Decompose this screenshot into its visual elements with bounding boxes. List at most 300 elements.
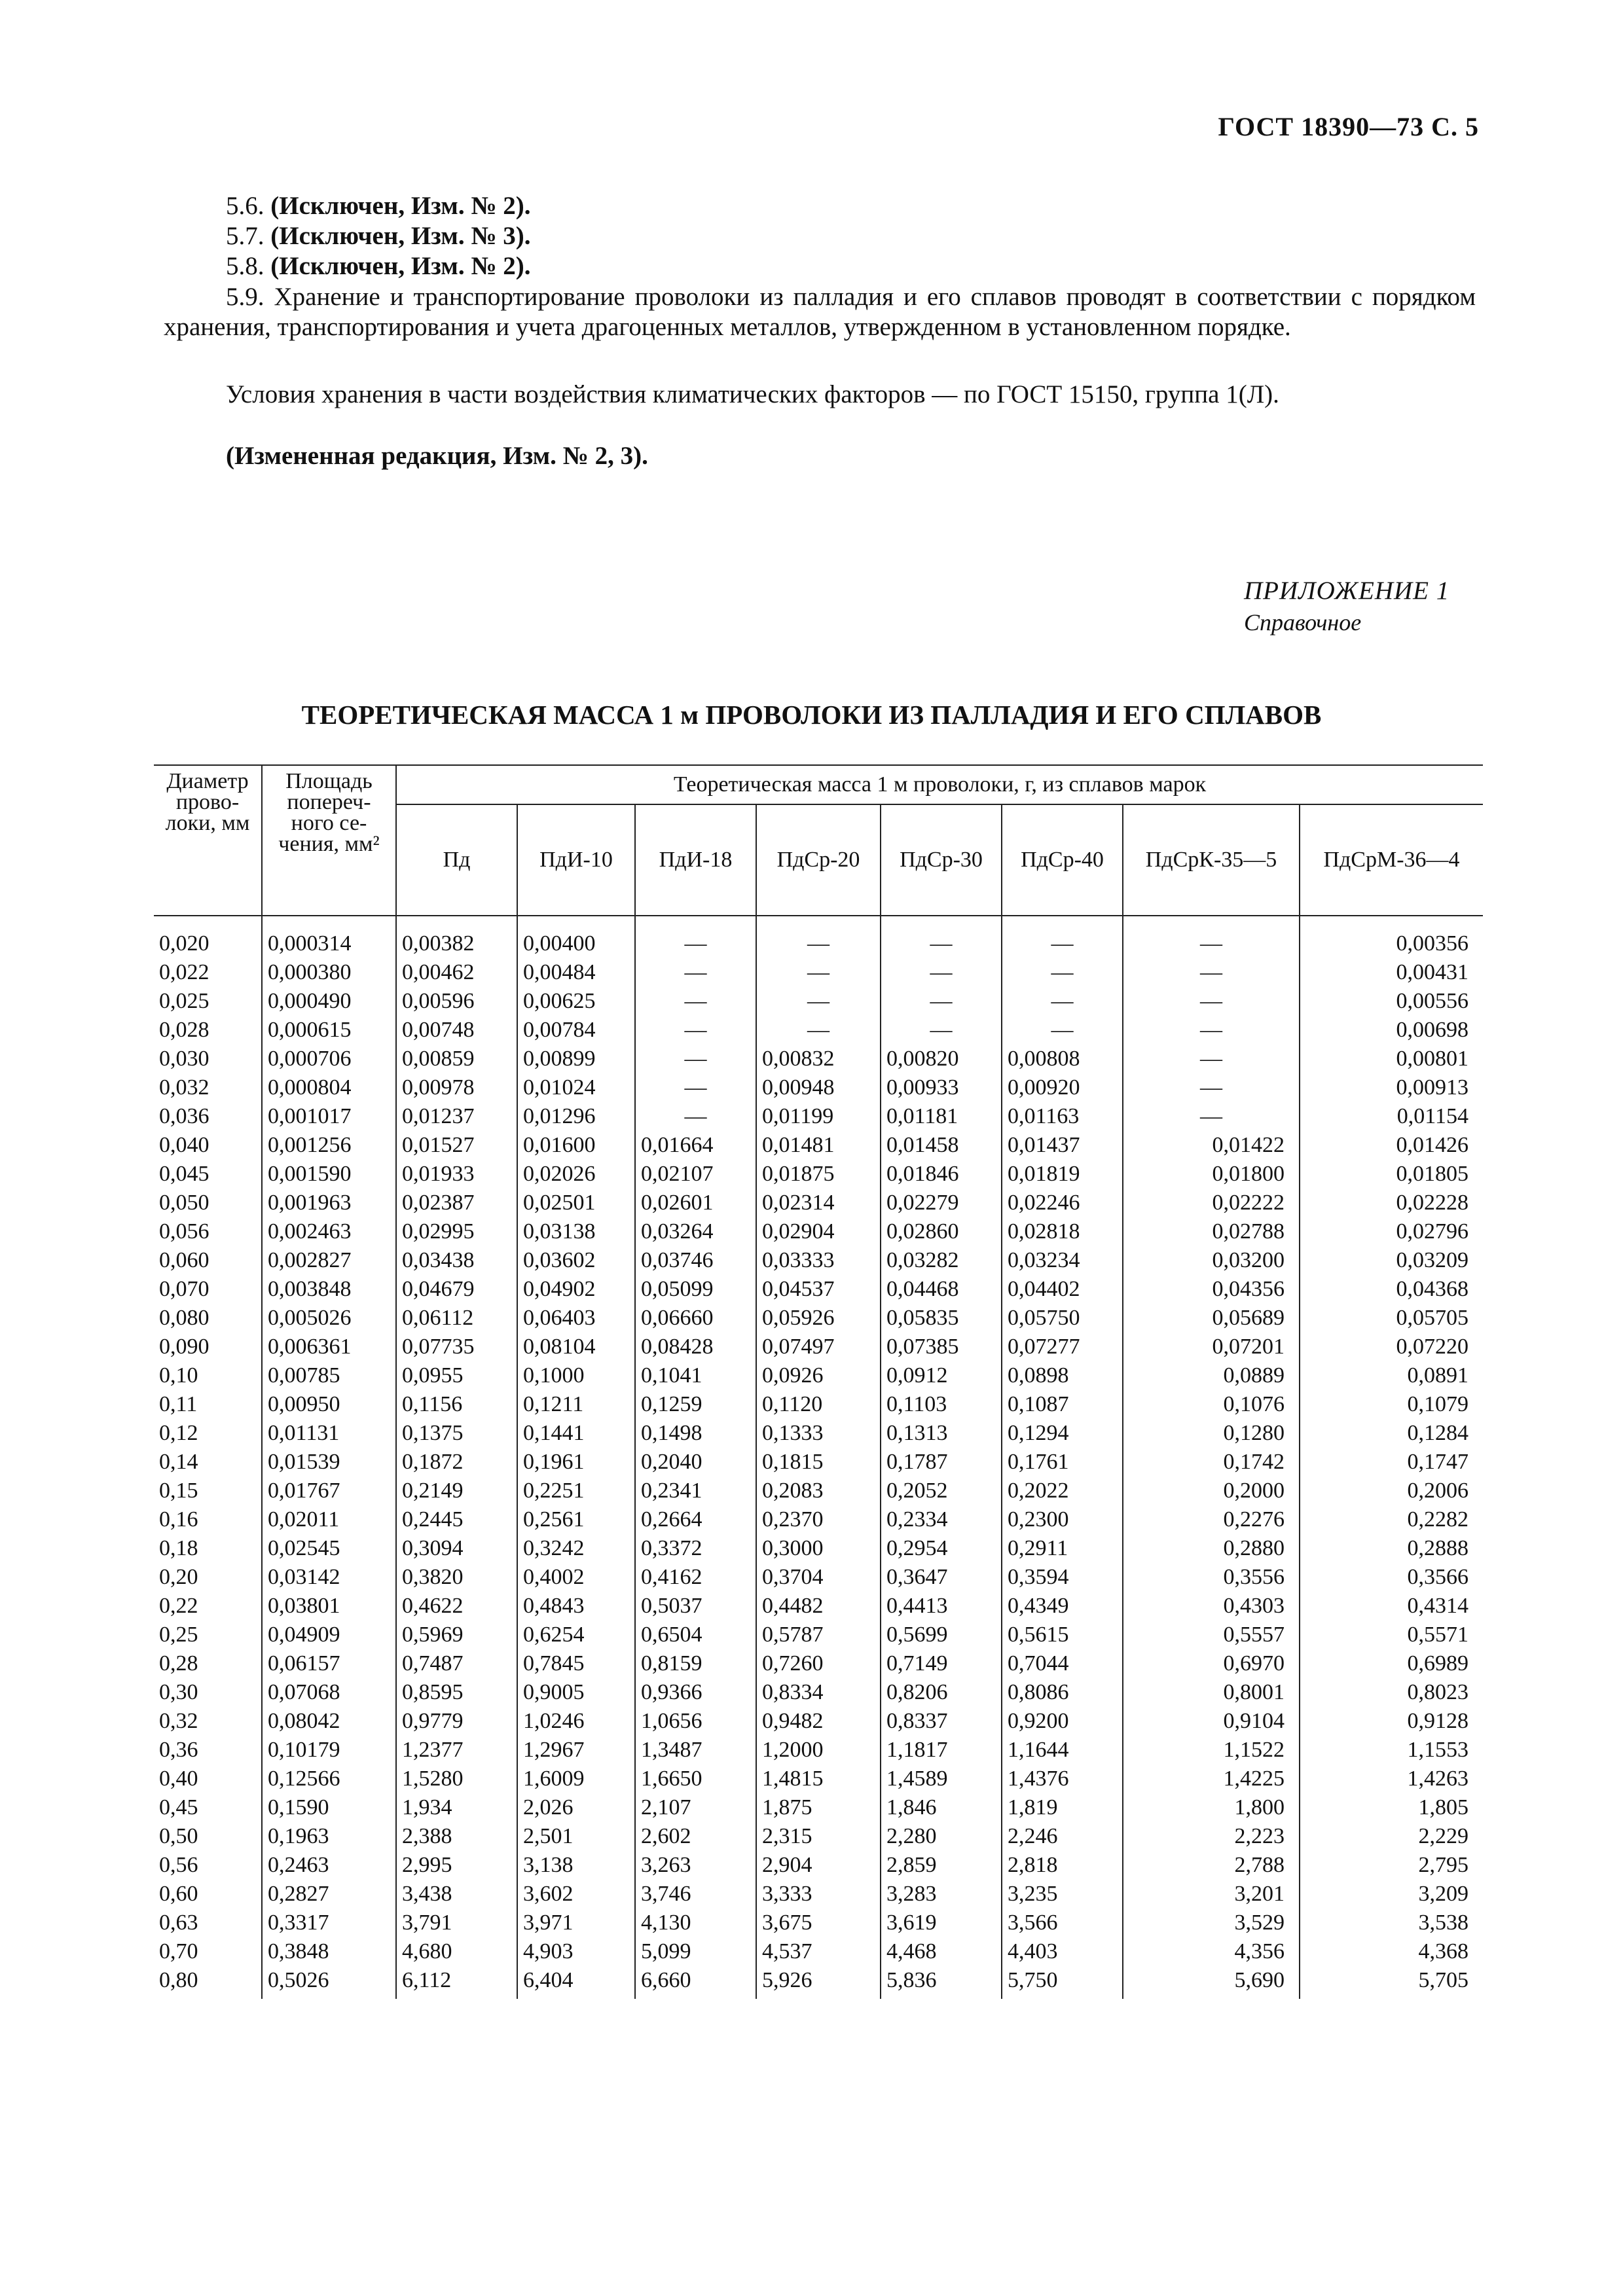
cell-diameter: 0,63 [154, 1909, 262, 1937]
cell-mass: — [881, 958, 1002, 987]
cell-mass: 4,903 [517, 1937, 635, 1966]
cell-mass: 0,00978 [396, 1073, 517, 1102]
cell-area: 0,07068 [262, 1678, 396, 1707]
table-row [154, 1966, 1483, 1999]
table-row [154, 1707, 1483, 1736]
cell-mass: 0,01800 [1123, 1160, 1300, 1189]
cell-mass: 0,1961 [517, 1448, 635, 1477]
cell-mass: — [756, 958, 881, 987]
cell-mass: 2,280 [881, 1822, 1002, 1851]
cell-mass: — [756, 916, 881, 958]
table-head [154, 765, 1483, 916]
table-row [154, 1390, 1483, 1419]
cell-mass: — [1123, 987, 1300, 1016]
cell-mass: 0,02501 [517, 1189, 635, 1217]
cell-mass: 0,01181 [881, 1102, 1002, 1131]
cell-diameter: 0,030 [154, 1045, 262, 1073]
cell-mass: 0,1872 [396, 1448, 517, 1477]
cell-mass: 0,4349 [1002, 1592, 1123, 1621]
cell-mass: 0,0898 [1002, 1361, 1123, 1390]
cell-mass: — [1123, 1102, 1300, 1131]
cell-mass: 0,07201 [1123, 1333, 1300, 1361]
cell-mass: 1,1553 [1300, 1736, 1483, 1765]
cell-mass: 0,9366 [635, 1678, 756, 1707]
cell-mass: 4,680 [396, 1937, 517, 1966]
cell-diameter: 0,40 [154, 1765, 262, 1793]
cell-mass: 6,404 [517, 1966, 635, 1999]
cell-mass: 0,02601 [635, 1189, 756, 1217]
cell-mass: 0,3094 [396, 1534, 517, 1563]
cell-area: 0,06157 [262, 1649, 396, 1678]
cell-mass: 1,846 [881, 1793, 1002, 1822]
cell-mass: 0,1076 [1123, 1390, 1300, 1419]
cell-mass: 0,2052 [881, 1477, 1002, 1505]
cell-mass: 0,05835 [881, 1304, 1002, 1333]
cell-diameter: 0,80 [154, 1966, 262, 1999]
cell-mass: 1,5280 [396, 1765, 517, 1793]
cell-mass: 0,0889 [1123, 1361, 1300, 1390]
cell-area: 0,02011 [262, 1505, 396, 1534]
cell-mass: — [635, 987, 756, 1016]
cell-mass: 0,8023 [1300, 1678, 1483, 1707]
cell-mass: 0,00382 [396, 916, 517, 958]
cell-mass: 0,01437 [1002, 1131, 1123, 1160]
cell-mass: 0,1815 [756, 1448, 881, 1477]
header-alloy: Пд [396, 804, 517, 916]
header-diameter: Диаметр прово-локи, мм [154, 765, 262, 916]
cell-area: 0,001256 [262, 1131, 396, 1160]
cell-mass: 0,1156 [396, 1390, 517, 1419]
cell-mass: 0,01846 [881, 1160, 1002, 1189]
cell-diameter: 0,50 [154, 1822, 262, 1851]
cell-mass: 0,07497 [756, 1333, 881, 1361]
cell-mass: 3,235 [1002, 1880, 1123, 1909]
cell-mass: 0,5787 [756, 1621, 881, 1649]
cell-mass: — [1123, 1016, 1300, 1045]
cell-mass: 0,02107 [635, 1160, 756, 1189]
cell-mass: 0,8001 [1123, 1678, 1300, 1707]
cell-mass: 2,795 [1300, 1851, 1483, 1880]
cell-mass: 3,971 [517, 1909, 635, 1937]
cell-mass: 3,746 [635, 1880, 756, 1909]
table-row [154, 1736, 1483, 1765]
cell-area: 0,003848 [262, 1275, 396, 1304]
table-row [154, 1937, 1483, 1966]
cell-mass: 1,4263 [1300, 1765, 1483, 1793]
cell-mass: 2,229 [1300, 1822, 1483, 1851]
cell-mass: 0,4843 [517, 1592, 635, 1621]
cell-mass: 0,00784 [517, 1016, 635, 1045]
cell-mass: 6,660 [635, 1966, 756, 1999]
storage-conditions: Условия хранения в части воздействия климатических факторов — по ГОСТ 15150, группа 1(Л). [226, 380, 1279, 408]
cell-mass: 0,06403 [517, 1304, 635, 1333]
cell-mass: 0,3242 [517, 1534, 635, 1563]
table-row [154, 1909, 1483, 1937]
cell-mass: 0,02222 [1123, 1189, 1300, 1217]
cell-mass: 1,875 [756, 1793, 881, 1822]
header-alloy: ПдСр-30 [881, 804, 1002, 916]
cell-mass: 0,04902 [517, 1275, 635, 1304]
cell-mass: 2,223 [1123, 1822, 1300, 1851]
cell-mass: 0,00356 [1300, 916, 1483, 958]
cell-mass: 0,00748 [396, 1016, 517, 1045]
cell-mass: 0,05705 [1300, 1304, 1483, 1333]
cell-mass: 0,02860 [881, 1217, 1002, 1246]
cell-mass: 0,01600 [517, 1131, 635, 1160]
cell-mass: 3,209 [1300, 1880, 1483, 1909]
table-row [154, 1045, 1483, 1073]
cell-mass: 0,01664 [635, 1131, 756, 1160]
cell-area: 0,12566 [262, 1765, 396, 1793]
cell-mass: 0,2083 [756, 1477, 881, 1505]
cell-mass: 0,03138 [517, 1217, 635, 1246]
cell-mass: 0,1787 [881, 1448, 1002, 1477]
cell-mass: 1,0656 [635, 1707, 756, 1736]
cell-mass: 0,01163 [1002, 1102, 1123, 1131]
cell-mass: 0,7260 [756, 1649, 881, 1678]
cell-mass: 1,1817 [881, 1736, 1002, 1765]
cell-mass: 0,1284 [1300, 1419, 1483, 1448]
cell-diameter: 0,070 [154, 1275, 262, 1304]
cell-mass: 0,07385 [881, 1333, 1002, 1361]
cell-diameter: 0,028 [154, 1016, 262, 1045]
cell-mass: — [635, 958, 756, 987]
cell-mass: 0,6970 [1123, 1649, 1300, 1678]
mass-table [154, 764, 1483, 1999]
cell-area: 0,000615 [262, 1016, 396, 1045]
cell-mass: 0,05099 [635, 1275, 756, 1304]
cell-diameter: 0,056 [154, 1217, 262, 1246]
table-row [154, 1563, 1483, 1592]
cell-mass: 2,859 [881, 1851, 1002, 1880]
cell-mass: 0,03200 [1123, 1246, 1300, 1275]
cell-mass: 2,818 [1002, 1851, 1123, 1880]
cell-mass: 0,4482 [756, 1592, 881, 1621]
cell-mass: 1,934 [396, 1793, 517, 1822]
cell-mass: 0,3372 [635, 1534, 756, 1563]
cell-mass: 0,00832 [756, 1045, 881, 1073]
cell-diameter: 0,14 [154, 1448, 262, 1477]
cell-mass: 0,00596 [396, 987, 517, 1016]
cell-mass: 0,02246 [1002, 1189, 1123, 1217]
table-row [154, 1793, 1483, 1822]
cell-mass: 5,099 [635, 1937, 756, 1966]
cell-area: 0,3317 [262, 1909, 396, 1937]
cell-mass: 0,1280 [1123, 1419, 1300, 1448]
cell-diameter: 0,22 [154, 1592, 262, 1621]
cell-mass: 0,9200 [1002, 1707, 1123, 1736]
cell-area: 0,03801 [262, 1592, 396, 1621]
cell-mass: 0,00462 [396, 958, 517, 987]
clause-5-9: 5.9. Хранение и транспортирование проволоки из палладия и его сплавов проводят в соответствии с порядком хранения, транспортирования и учета драгоценных металлов, утвержденном в установленном порядке. [164, 283, 1476, 341]
cell-mass: 0,07220 [1300, 1333, 1483, 1361]
cell-mass: 0,2282 [1300, 1505, 1483, 1534]
cell-mass: — [881, 916, 1002, 958]
cell-area: 0,1590 [262, 1793, 396, 1822]
cell-mass: 0,2000 [1123, 1477, 1300, 1505]
cell-area: 0,000380 [262, 958, 396, 987]
cell-mass: 0,01527 [396, 1131, 517, 1160]
cell-mass: 0,7149 [881, 1649, 1002, 1678]
cell-mass: 0,01296 [517, 1102, 635, 1131]
cell-diameter: 0,25 [154, 1621, 262, 1649]
cell-area: 0,01131 [262, 1419, 396, 1448]
cell-diameter: 0,36 [154, 1736, 262, 1765]
cell-mass: 0,6989 [1300, 1649, 1483, 1678]
cell-area: 0,02545 [262, 1534, 396, 1563]
clause-5-8-num: 5.8. [226, 252, 264, 280]
appendix-title: ПРИЛОЖЕНИЕ 1 [1244, 577, 1450, 605]
cell-mass: 0,03438 [396, 1246, 517, 1275]
cell-diameter: 0,16 [154, 1505, 262, 1534]
cell-diameter: 0,28 [154, 1649, 262, 1678]
cell-mass: 0,00484 [517, 958, 635, 987]
cell-mass: 0,3000 [756, 1534, 881, 1563]
clause-5-6-num: 5.6. [226, 192, 264, 220]
cell-mass: 0,00431 [1300, 958, 1483, 987]
cell-mass: 0,4162 [635, 1563, 756, 1592]
table-row [154, 1649, 1483, 1678]
cell-mass: 0,06660 [635, 1304, 756, 1333]
cell-mass: 4,537 [756, 1937, 881, 1966]
cell-mass: 0,3704 [756, 1563, 881, 1592]
cell-mass: 0,1079 [1300, 1390, 1483, 1419]
cell-mass: 0,02228 [1300, 1189, 1483, 1217]
cell-mass: 0,2341 [635, 1477, 756, 1505]
cell-mass: 1,6650 [635, 1765, 756, 1793]
table-row [154, 1851, 1483, 1880]
cell-diameter: 0,10 [154, 1361, 262, 1390]
cell-mass: 0,2149 [396, 1477, 517, 1505]
cell-mass: 3,333 [756, 1880, 881, 1909]
cell-area: 0,5026 [262, 1966, 396, 1999]
cell-mass: — [1123, 1073, 1300, 1102]
cell-mass: 2,107 [635, 1793, 756, 1822]
cell-mass: 0,01024 [517, 1073, 635, 1102]
cell-mass: 1,2967 [517, 1736, 635, 1765]
cell-mass: 0,5557 [1123, 1621, 1300, 1649]
table-row [154, 1765, 1483, 1793]
cell-mass: 0,1498 [635, 1419, 756, 1448]
cell-mass: 0,1103 [881, 1390, 1002, 1419]
cell-mass: 0,04402 [1002, 1275, 1123, 1304]
cell-mass: 0,1259 [635, 1390, 756, 1419]
table-row [154, 958, 1483, 987]
cell-mass: 0,2880 [1123, 1534, 1300, 1563]
cell-area: 0,001590 [262, 1160, 396, 1189]
cell-area: 0,00950 [262, 1390, 396, 1419]
cell-mass: 0,03333 [756, 1246, 881, 1275]
cell-diameter: 0,090 [154, 1333, 262, 1361]
cell-mass: 0,06112 [396, 1304, 517, 1333]
cell-mass: 3,263 [635, 1851, 756, 1880]
cell-mass: 0,05750 [1002, 1304, 1123, 1333]
cell-mass: 0,7487 [396, 1649, 517, 1678]
cell-mass: 1,6009 [517, 1765, 635, 1793]
cell-mass: 0,7845 [517, 1649, 635, 1678]
cell-mass: 0,01426 [1300, 1131, 1483, 1160]
cell-mass: 0,2006 [1300, 1477, 1483, 1505]
cell-mass: 0,4314 [1300, 1592, 1483, 1621]
table-row [154, 1073, 1483, 1102]
cell-area: 0,01767 [262, 1477, 396, 1505]
cell-mass: 0,1313 [881, 1419, 1002, 1448]
cell-mass: 0,3556 [1123, 1563, 1300, 1592]
table-body [154, 916, 1483, 1999]
cell-mass: 0,00820 [881, 1045, 1002, 1073]
cell-mass: 0,2300 [1002, 1505, 1123, 1534]
cell-diameter: 0,080 [154, 1304, 262, 1333]
cell-mass: 1,1522 [1123, 1736, 1300, 1765]
table-row [154, 1016, 1483, 1045]
cell-mass: — [756, 987, 881, 1016]
cell-mass: 0,01458 [881, 1131, 1002, 1160]
cell-mass: 0,1211 [517, 1390, 635, 1419]
cell-mass: 0,8337 [881, 1707, 1002, 1736]
cell-mass: — [1123, 1045, 1300, 1073]
clause-5-7 [226, 221, 531, 251]
cell-mass: 1,4225 [1123, 1765, 1300, 1793]
cell-mass: 0,03746 [635, 1246, 756, 1275]
cell-diameter: 0,036 [154, 1102, 262, 1131]
clause-5-7-num: 5.7. [226, 222, 264, 250]
cell-mass: 0,8086 [1002, 1678, 1123, 1707]
cell-area: 0,005026 [262, 1304, 396, 1333]
cell-area: 0,2463 [262, 1851, 396, 1880]
header-alloy: ПдСрМ-36—4 [1300, 804, 1483, 916]
cell-mass: 0,00808 [1002, 1045, 1123, 1073]
cell-mass: 3,538 [1300, 1909, 1483, 1937]
cell-mass: 0,02904 [756, 1217, 881, 1246]
cell-mass: 3,675 [756, 1909, 881, 1937]
amendment-note: (Измененная редакция, Изм. № 2, 3). [226, 442, 648, 470]
cell-mass: 0,02387 [396, 1189, 517, 1217]
cell-mass: 0,9128 [1300, 1707, 1483, 1736]
cell-mass: 4,403 [1002, 1937, 1123, 1966]
cell-mass: 0,00933 [881, 1073, 1002, 1102]
cell-diameter: 0,020 [154, 916, 262, 958]
cell-area: 0,000314 [262, 916, 396, 958]
cell-mass: 0,03234 [1002, 1246, 1123, 1275]
cell-mass: 0,03264 [635, 1217, 756, 1246]
cell-mass: 0,8206 [881, 1678, 1002, 1707]
cell-mass: 0,07277 [1002, 1333, 1123, 1361]
clause-5-8-text: (Исключен, Изм. № 2). [270, 252, 531, 280]
cell-mass: 0,01481 [756, 1131, 881, 1160]
cell-mass: 0,2664 [635, 1505, 756, 1534]
cell-mass: 2,904 [756, 1851, 881, 1880]
cell-mass: 0,5699 [881, 1621, 1002, 1649]
cell-mass: 0,00859 [396, 1045, 517, 1073]
table-row [154, 1275, 1483, 1304]
cell-mass: — [1002, 987, 1123, 1016]
table-row [154, 1160, 1483, 1189]
cell-mass: 0,2561 [517, 1505, 635, 1534]
cell-mass: 0,03282 [881, 1246, 1002, 1275]
cell-mass: — [756, 1016, 881, 1045]
cell-mass: — [635, 1102, 756, 1131]
cell-mass: 0,9104 [1123, 1707, 1300, 1736]
cell-mass: 2,501 [517, 1822, 635, 1851]
cell-mass: 0,2276 [1123, 1505, 1300, 1534]
cell-mass: 0,04679 [396, 1275, 517, 1304]
cell-mass: 0,2445 [396, 1505, 517, 1534]
cell-area: 0,002827 [262, 1246, 396, 1275]
table-row [154, 1361, 1483, 1390]
cell-area: 0,08042 [262, 1707, 396, 1736]
cell-mass: 0,2022 [1002, 1477, 1123, 1505]
cell-mass: 0,7044 [1002, 1649, 1123, 1678]
cell-mass: — [635, 1016, 756, 1045]
cell-mass: 0,8159 [635, 1649, 756, 1678]
cell-mass: 0,2954 [881, 1534, 1002, 1563]
cell-mass: 2,246 [1002, 1822, 1123, 1851]
cell-mass: 3,529 [1123, 1909, 1300, 1937]
cell-mass: 5,926 [756, 1966, 881, 1999]
cell-mass: 0,03602 [517, 1246, 635, 1275]
clause-5-6 [226, 191, 531, 221]
cell-mass: 0,3820 [396, 1563, 517, 1592]
cell-mass: — [635, 1045, 756, 1073]
cell-mass: 0,01154 [1300, 1102, 1483, 1131]
table-row [154, 1246, 1483, 1275]
cell-mass: 0,00801 [1300, 1045, 1483, 1073]
cell-mass: 1,2377 [396, 1736, 517, 1765]
cell-mass: 0,01199 [756, 1102, 881, 1131]
header-alloy: ПдСр-40 [1002, 804, 1123, 916]
cell-area: 0,03142 [262, 1563, 396, 1592]
cell-diameter: 0,022 [154, 958, 262, 987]
cell-mass: 0,6254 [517, 1621, 635, 1649]
cell-mass: 0,1041 [635, 1361, 756, 1390]
cell-mass: 0,02995 [396, 1217, 517, 1246]
table-row [154, 1131, 1483, 1160]
cell-mass: 1,0246 [517, 1707, 635, 1736]
cell-area: 0,00785 [262, 1361, 396, 1390]
cell-mass: 1,1644 [1002, 1736, 1123, 1765]
cell-mass: 6,112 [396, 1966, 517, 1999]
cell-mass: 4,468 [881, 1937, 1002, 1966]
cell-mass: 0,2911 [1002, 1534, 1123, 1563]
cell-mass: 0,02279 [881, 1189, 1002, 1217]
cell-mass: 0,1747 [1300, 1448, 1483, 1477]
cell-mass: 1,2000 [756, 1736, 881, 1765]
cell-mass: 0,00899 [517, 1045, 635, 1073]
cell-mass: 0,1441 [517, 1419, 635, 1448]
cell-mass: 0,01422 [1123, 1131, 1300, 1160]
cell-mass: 0,07735 [396, 1333, 517, 1361]
cell-mass: 0,2251 [517, 1477, 635, 1505]
cell-mass: 0,02818 [1002, 1217, 1123, 1246]
cell-mass: 0,02796 [1300, 1217, 1483, 1246]
cell-mass: 0,01933 [396, 1160, 517, 1189]
cell-mass: 1,805 [1300, 1793, 1483, 1822]
cell-mass: 0,01237 [396, 1102, 517, 1131]
cell-diameter: 0,12 [154, 1419, 262, 1448]
cell-mass: 0,3566 [1300, 1563, 1483, 1592]
cell-mass: 0,00698 [1300, 1016, 1483, 1045]
cell-area: 0,001963 [262, 1189, 396, 1217]
cell-mass: 3,201 [1123, 1880, 1300, 1909]
cell-mass: 1,4815 [756, 1765, 881, 1793]
cell-mass: 0,00556 [1300, 987, 1483, 1016]
cell-mass: — [1002, 1016, 1123, 1045]
table-row [154, 1448, 1483, 1477]
cell-mass: 0,02314 [756, 1189, 881, 1217]
cell-mass: 0,1087 [1002, 1390, 1123, 1419]
cell-area: 0,1963 [262, 1822, 396, 1851]
table-row [154, 1621, 1483, 1649]
